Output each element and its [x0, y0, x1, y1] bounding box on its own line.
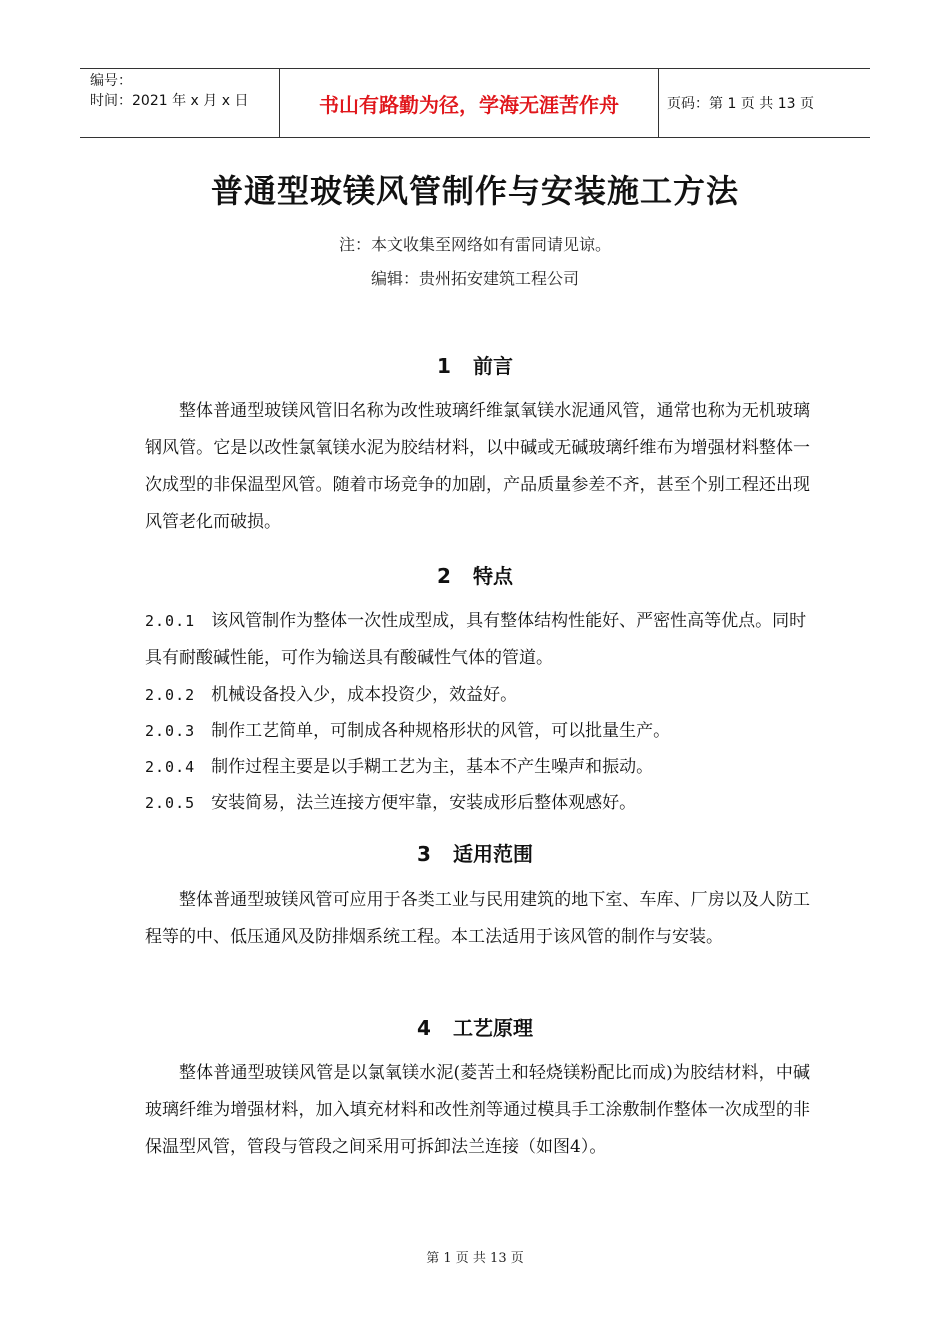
header-meta — [80, 69, 280, 137]
item-number: 2.0.4 — [145, 758, 196, 776]
document-title: 普通型玻镁风管制作与安装施工方法 — [210, 172, 739, 210]
section-title: 特点 — [472, 564, 513, 588]
item-text: 该风管制作为整体一次性成型成，具有整体结构性能好、严密性高等优点。同时具有耐酸碱性能，可作为输送具有酸碱性气体的管道。 — [145, 611, 807, 668]
list-item — [145, 749, 810, 786]
section-heading-4 — [0, 1012, 950, 1041]
item-number: 2.0.1 — [145, 612, 196, 630]
section-paragraph-3: 整体普通型玻镁风管可应用于各类工业与民用建筑的地下室、车库、厂房以及人防工程等的中、低压通风及防排烟系统工程。本工法适用于该风管的制作与安装。 — [145, 890, 810, 947]
section-number: 1 — [437, 354, 451, 378]
section-paragraph-4: 整体普通型玻镁风管是以氯氧镁水泥(菱苦土和轻烧镁粉配比而成)为胶结材料，中碱玻璃纤维为增强材料，加入填充材料和改性剂等通过模具手工涂敷制作整体一次成型的非保温型风管，管段与管段之间采用可拆卸法兰连接（如图4）。 — [145, 1063, 810, 1157]
section-title: 适用范围 — [452, 842, 533, 866]
section-number: 4 — [417, 1016, 431, 1040]
item-text: 制作过程主要是以手糊工艺为主，基本不产生噪声和振动。 — [211, 757, 654, 777]
section-heading-3 — [0, 838, 950, 867]
item-number: 2.0.5 — [145, 794, 196, 812]
section-number: 2 — [437, 564, 451, 588]
item-number: 2.0.3 — [145, 722, 196, 740]
item-text: 安装简易，法兰连接方便牢靠，安装成形后整体观感好。 — [211, 793, 637, 813]
document-note: 注：本文收集至网络如有雷同请见谅。 — [338, 235, 611, 254]
section-number: 3 — [417, 842, 431, 866]
document-editor: 编辑：贵州拓安建筑工程公司 — [370, 269, 579, 288]
item-text: 制作工艺简单，可制成各种规格形状的风管，可以批量生产。 — [211, 721, 671, 741]
section-title: 工艺原理 — [452, 1016, 533, 1040]
section-heading-1 — [0, 350, 950, 379]
header-page-info: 页码：第 1 页 共 13 页 — [667, 96, 814, 112]
section-title: 前言 — [472, 354, 513, 378]
code-label: 编号： — [90, 73, 132, 89]
list-item — [145, 677, 810, 714]
page-footer: 第 1 页 共 13 页 — [426, 1251, 524, 1266]
date-text: 时间：2021 年 x 月 x 日 — [90, 93, 249, 109]
section-paragraph-1: 整体普通型玻镁风管旧名称为改性玻璃纤维氯氧镁水泥通风管，通常也称为无机玻璃钢风管。它是以改性氯氧镁水泥为胶结材料，以中碱或无碱玻璃纤维布为增强材料整体一次成型的非保温型风管。随着市场竞争的加剧，产品质量参差不齐，甚至个别工程还出现风管老化而破损。 — [145, 401, 810, 532]
section-heading-2 — [0, 560, 950, 589]
item-text: 机械设备投入少，成本投资少，效益好。 — [211, 685, 518, 705]
list-item — [145, 713, 810, 750]
page-header — [80, 68, 870, 138]
list-item — [145, 785, 810, 822]
list-item — [145, 603, 810, 677]
header-motto: 书山有路勤为径，学海无涯苦作舟 — [280, 69, 659, 137]
item-number: 2.0.2 — [145, 686, 196, 704]
